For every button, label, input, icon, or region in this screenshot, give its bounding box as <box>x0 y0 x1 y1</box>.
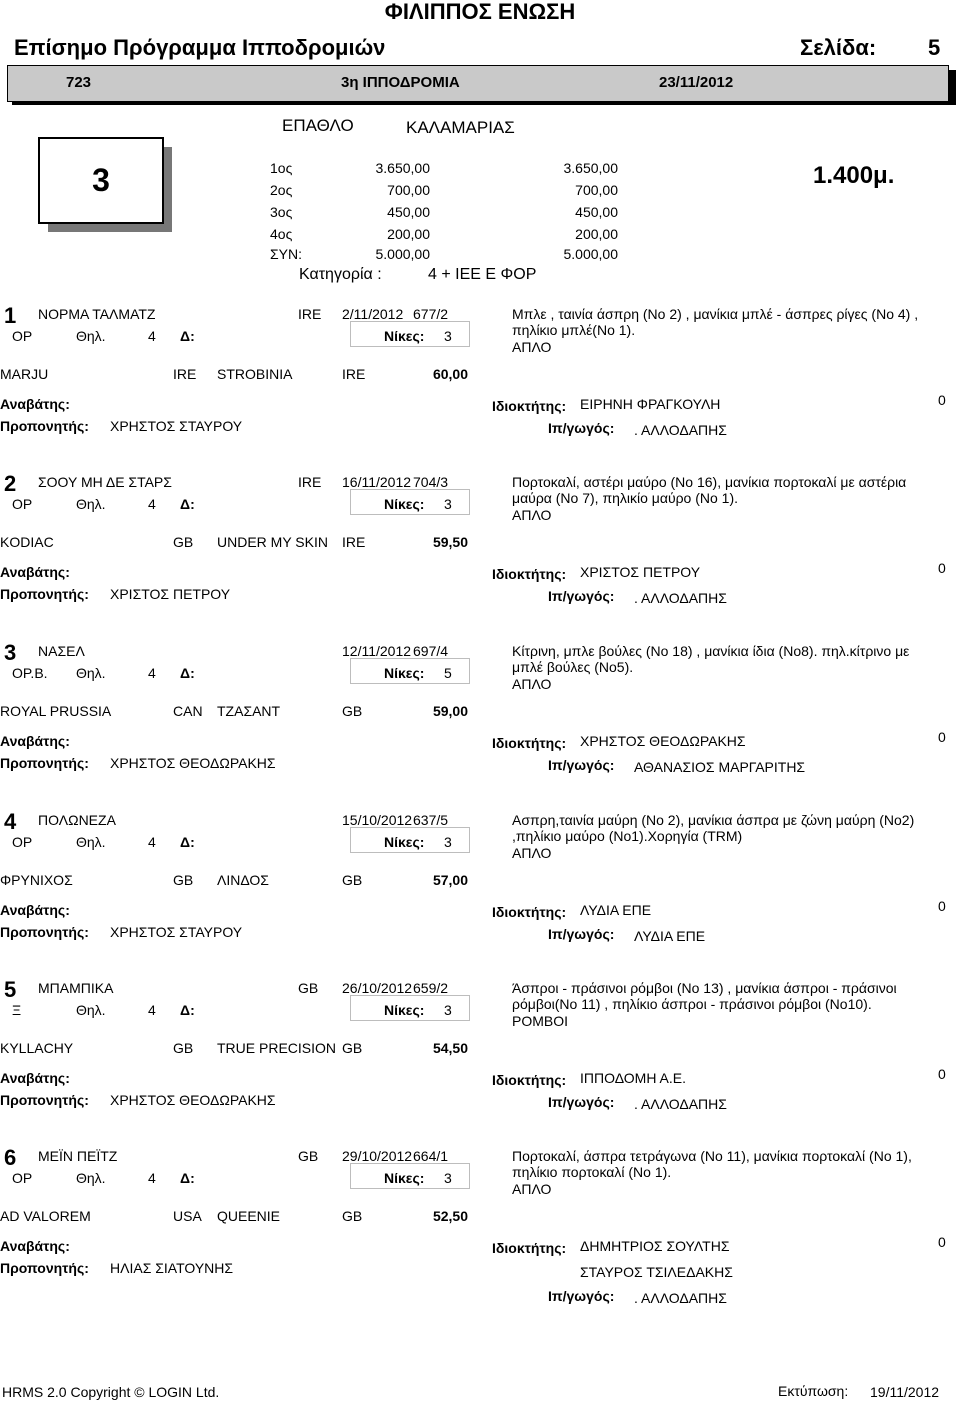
trainer-label: Προπονητής: <box>0 755 89 771</box>
page-label: Σελίδα: <box>800 35 877 60</box>
race-number-box: 3 <box>38 137 164 224</box>
dam-origin: GB <box>342 872 363 888</box>
prize-amount: 200,00 <box>387 226 430 242</box>
horse-name: ΠΟΛΩΝΕΖΑ <box>38 812 116 828</box>
colours-line-2: ρόμβοι(Νο 11) , πηλίκιο άσπροι - πράσινοι ρόμβοι (Νο10). <box>512 996 872 1012</box>
colours-line-1: Μπλε , ταινία άσπρη (Νο 2) , μανίκια μπλέ - άσπρες ρίγες (Νο 4) , <box>512 306 919 322</box>
prize-amount: 3.650,00 <box>375 160 430 176</box>
sire-origin: GB <box>173 872 194 888</box>
trainer-name: ΧΡΗΣΤΟΣ ΣΤΑΥΡΟΥ <box>110 924 243 940</box>
sex-label: Θηλ. <box>76 665 106 681</box>
footer-print-label: Εκτύπωση: <box>778 1383 849 1399</box>
sire-name: MARJU <box>0 366 49 382</box>
wins-label: Νίκες: <box>384 328 425 344</box>
footer-print-date: 19/11/2012 <box>870 1384 940 1400</box>
jockey-label: Αναβάτης: <box>0 733 70 749</box>
owner-label: Ιδιοκτήτης: <box>492 735 567 751</box>
race-label: 3η ΙΠΠΟΔΡΟΜΙΑ <box>341 74 460 91</box>
horse-name: ΣΟΟΥ ΜΗ ΔΕ ΣΤΑΡΣ <box>38 474 172 490</box>
sex-label: Θηλ. <box>76 834 106 850</box>
category-label: Κατηγορία : <box>299 266 382 283</box>
delta-label: Δ: <box>180 1002 195 1018</box>
dam-origin: IRE <box>342 534 366 550</box>
entry-score: 0 <box>938 1234 946 1250</box>
last-race-date: 29/10/2012 <box>342 1148 413 1164</box>
horse-name: ΜΠΑΜΠΙΚΑ <box>38 980 114 996</box>
prize-total: 200,00 <box>575 226 618 242</box>
owner-name: ΔΗΜΗΤΡΙΟΣ ΣΟΥΛΤΗΣ <box>580 1238 730 1254</box>
delta-label: Δ: <box>180 496 195 512</box>
entry-number: 1 <box>4 303 17 328</box>
sex-label: Θηλ. <box>76 1170 106 1186</box>
dam-name: UNDER MY SKIN <box>217 534 328 550</box>
delta-label: Δ: <box>180 328 195 344</box>
sex-label: Θηλ. <box>76 1002 106 1018</box>
last-race-ref: 697/4 <box>413 643 449 659</box>
colours-line-3: ΑΠΛΟ <box>512 507 552 523</box>
page-number: 5 <box>928 35 941 60</box>
race-date: 23/11/2012 <box>659 74 734 91</box>
sire-name: ΦΡΥΝΙΧΟΣ <box>0 872 73 888</box>
horse-origin: GB <box>298 1148 319 1164</box>
sire-origin: USA <box>173 1208 202 1224</box>
breeder-label: Ιπ/γωγός: <box>548 757 615 773</box>
entry-score: 0 <box>938 729 946 745</box>
weight: 57,00 <box>432 872 468 888</box>
race-type: ΕΠΑΘΛΟ <box>282 116 354 135</box>
colours-line-3: ΡΟΜΒΟΙ <box>512 1013 569 1029</box>
horse-origin: IRE <box>298 474 322 490</box>
wins-label: Νίκες: <box>384 1170 425 1186</box>
wins-label: Νίκες: <box>384 834 425 850</box>
horse-age: 4 <box>148 1002 156 1018</box>
last-race-ref: 637/5 <box>413 812 449 828</box>
last-race-ref: 664/1 <box>413 1148 449 1164</box>
colours-line-1: Ασπρη,ταινία μαύρη (Νο 2), μανίκια άσπρα με ζώνη μαύρη (Νο2) <box>512 812 915 828</box>
breeder-name: . ΑΛΛΟΔΑΠΗΣ <box>634 422 727 438</box>
organizer-name: ΦΙΛΙΠΠΟΣ ΕΝΩΣΗ <box>384 0 576 24</box>
colours-line-3: ΑΠΛΟ <box>512 676 552 692</box>
sire-origin: IRE <box>173 366 197 382</box>
horse-code: Ξ <box>12 1002 22 1018</box>
entry-6 <box>0 1142 960 1312</box>
colours-line-3: ΑΠΛΟ <box>512 339 552 355</box>
last-race-date: 16/11/2012 <box>342 474 412 490</box>
horse-age: 4 <box>148 665 156 681</box>
horse-code: ΟΡ.Β. <box>12 665 48 681</box>
entry-number: 2 <box>4 471 17 496</box>
owner-name: ΕΙΡΗΝΗ ΦΡΑΓΚΟΥΛΗ <box>580 396 721 412</box>
trainer-label: Προπονητής: <box>0 586 89 602</box>
colours-line-2: ,πηλίκιο μαύρο (Νο1).Χορηγία (TRM) <box>512 828 743 844</box>
last-race-date: 26/10/2012 <box>342 980 413 996</box>
entry-number: 6 <box>4 1145 17 1170</box>
footer-copyright: HRMS 2.0 Copyright © LOGIN Ltd. <box>2 1384 220 1400</box>
prize-amount: 700,00 <box>387 182 430 198</box>
race-name: ΚΑΛΑΜΑΡΙΑΣ <box>406 118 515 137</box>
prize-place: 2ος <box>270 182 293 198</box>
horse-code: ΟΡ <box>12 496 33 512</box>
document-title: Επίσημο Πρόγραμμα Ιπποδρομιών <box>14 35 386 60</box>
entry-number: 4 <box>4 809 17 834</box>
last-race-date: 12/11/2012 <box>342 643 412 659</box>
sex-label: Θηλ. <box>76 496 106 512</box>
last-race-ref: 677/2 <box>413 306 449 322</box>
wins-value: 3 <box>444 1170 452 1186</box>
entry-score: 0 <box>938 392 946 408</box>
colours-line-2: πηλίκιο πορτοκαλί (Νο 1). <box>512 1164 672 1180</box>
horse-age: 4 <box>148 496 156 512</box>
sire-name: KYLLACHY <box>0 1040 74 1056</box>
colours-line-2: μαύρα (Νο 7), πηλικίο μαύρο (Νο 1). <box>512 490 739 506</box>
colours-line-2: μπλέ βούλες (Νο5). <box>512 659 634 675</box>
owner-label: Ιδιοκτήτης: <box>492 398 567 414</box>
breeder-label: Ιπ/γωγός: <box>548 1288 615 1304</box>
horse-age: 4 <box>148 328 156 344</box>
owner-name: ΧΡΗΣΤΟΣ ΘΕΟΔΩΡΑΚΗΣ <box>580 733 746 749</box>
horse-name: ΝΟΡΜΑ ΤΑΛΜΑΤΖ <box>38 306 156 322</box>
wins-label: Νίκες: <box>384 1002 425 1018</box>
owner-label: Ιδιοκτήτης: <box>492 566 567 582</box>
race-distance: 1.400μ. <box>813 162 895 189</box>
breeder-name: . ΑΛΛΟΔΑΠΗΣ <box>634 1096 727 1112</box>
wins-label: Νίκες: <box>384 496 425 512</box>
jockey-label: Αναβάτης: <box>0 902 70 918</box>
wins-label: Νίκες: <box>384 665 425 681</box>
sire-name: KODIAC <box>0 534 54 550</box>
entry-1 <box>0 300 960 470</box>
colours-line-1: Πορτοκαλί, άσπρα τετράγωνα (Νο 11), μανίκια πορτοκαλί (Νο 1), <box>512 1148 912 1164</box>
horse-code: ΟΡ <box>12 1170 33 1186</box>
dam-name: ΤΖΑΣΑΝΤ <box>217 703 281 719</box>
horse-origin: IRE <box>298 306 322 322</box>
dam-name: ΛΙΝΔΟΣ <box>217 872 269 888</box>
sire-origin: GB <box>173 534 194 550</box>
sex-label: Θηλ. <box>76 328 106 344</box>
horse-name: ΝΑΣΕΛ <box>38 643 85 659</box>
entry-number: 5 <box>4 977 17 1002</box>
trainer-name: ΧΡΗΣΤΟΣ ΘΕΟΔΩΡΑΚΗΣ <box>110 1092 276 1108</box>
prize-total: 3.650,00 <box>563 160 618 176</box>
wins-value: 3 <box>444 834 452 850</box>
dam-origin: GB <box>342 1040 363 1056</box>
weight: 59,00 <box>432 703 468 719</box>
delta-label: Δ: <box>180 834 195 850</box>
breeder-label: Ιπ/γωγός: <box>548 420 615 436</box>
colours-line-2: πηλίκιο μπλέ(Νο 1). <box>512 322 636 338</box>
colours-line-1: Κίτρινη, μπλε βούλες (Νο 18) , μανίκια ίδια (Νο8). πηλ.κίτρινο με <box>512 643 910 659</box>
entry-2 <box>0 468 960 638</box>
weight: 54,50 <box>432 1040 468 1056</box>
colours-line-3: ΑΠΛΟ <box>512 1181 552 1197</box>
prize-total: 5.000,00 <box>563 246 618 262</box>
horse-name: ΜΕΪΝ ΠΕΪΤΖ <box>38 1148 118 1164</box>
horse-origin: GB <box>298 980 319 996</box>
breeder-label: Ιπ/γωγός: <box>548 1094 615 1110</box>
trainer-name: ΧΡΙΣΤΟΣ ΠΕΤΡΟΥ <box>110 586 231 602</box>
wins-value: 3 <box>444 328 452 344</box>
race-info-bar <box>7 65 949 102</box>
sire-origin: GB <box>173 1040 194 1056</box>
prize-amount: 5.000,00 <box>375 246 430 262</box>
wins-value: 3 <box>444 496 452 512</box>
dam-origin: IRE <box>342 366 366 382</box>
horse-age: 4 <box>148 1170 156 1186</box>
horse-code: ΟΡ <box>12 834 33 850</box>
owner-name: ΛΥΔΙΑ ΕΠΕ <box>580 902 652 918</box>
prize-place: 1ος <box>270 160 293 176</box>
colours-line-1: Πορτοκαλί, αστέρι μαύρο (Νο 16), μανίκια πορτοκαλί με αστέρια <box>512 474 907 490</box>
last-race-date: 15/10/2012 <box>342 812 413 828</box>
wins-value: 3 <box>444 1002 452 1018</box>
delta-label: Δ: <box>180 1170 195 1186</box>
dam-origin: GB <box>342 703 363 719</box>
owner-label: Ιδιοκτήτης: <box>492 1072 567 1088</box>
entry-score: 0 <box>938 1066 946 1082</box>
owner-name: ΧΡΙΣΤΟΣ ΠΕΤΡΟΥ <box>580 564 701 580</box>
prize-place: 3ος <box>270 204 293 220</box>
trainer-label: Προπονητής: <box>0 924 89 940</box>
horse-age: 4 <box>148 834 156 850</box>
wins-value: 5 <box>444 665 452 681</box>
last-race-ref: 659/2 <box>413 980 449 996</box>
trainer-label: Προπονητής: <box>0 1092 89 1108</box>
sire-origin: CAN <box>173 703 203 719</box>
jockey-label: Αναβάτης: <box>0 1238 70 1254</box>
breeder-label: Ιπ/γωγός: <box>548 588 615 604</box>
owner-label: Ιδιοκτήτης: <box>492 1240 567 1256</box>
dam-name: TRUE PRECISION <box>217 1040 337 1056</box>
weight: 60,00 <box>432 366 468 382</box>
jockey-label: Αναβάτης: <box>0 564 70 580</box>
prize-total: 700,00 <box>575 182 618 198</box>
prize-place: 4ος <box>270 226 293 242</box>
breeder-name: ΑΘΑΝΑΣΙΟΣ ΜΑΡΓΑΡΙΤΗΣ <box>634 759 806 775</box>
meeting-code: 723 <box>66 74 92 91</box>
jockey-label: Αναβάτης: <box>0 396 70 412</box>
colours-line-3: ΑΠΛΟ <box>512 845 552 861</box>
owner-label: Ιδιοκτήτης: <box>492 904 567 920</box>
category-value: 4 + ΙΕΕ Ε ΦΟΡ <box>428 266 537 283</box>
breeder-name: . ΑΛΛΟΔΑΠΗΣ <box>634 1290 727 1306</box>
sire-name: AD VALOREM <box>0 1208 91 1224</box>
dam-name: QUEENIE <box>217 1208 281 1224</box>
entry-score: 0 <box>938 560 946 576</box>
trainer-label: Προπονητής: <box>0 418 89 434</box>
entry-5 <box>0 974 960 1144</box>
owner-name-2: ΣΤΑΥΡΟΣ ΤΣΙΛΕΔΑΚΗΣ <box>580 1264 733 1280</box>
sire-name: ROYAL PRUSSIA <box>0 703 112 719</box>
dam-origin: GB <box>342 1208 363 1224</box>
breeder-name: ΛΥΔΙΑ ΕΠΕ <box>634 928 706 944</box>
owner-name: ΙΠΠΟΔΟΜΗ Α.Ε. <box>580 1070 686 1086</box>
prize-place: ΣΥΝ: <box>270 246 302 262</box>
trainer-name: ΗΛΙΑΣ ΣΙΑΤΟΥΝΗΣ <box>110 1260 234 1276</box>
colours-line-1: Άσπροι - πράσινοι ρόμβοι (Νο 13) , μανίκια άσπροι - πράσινοι <box>512 980 897 996</box>
last-race-ref: 704/3 <box>413 474 449 490</box>
prize-amount: 450,00 <box>387 204 430 220</box>
entry-3 <box>0 637 960 807</box>
weight: 59,50 <box>432 534 468 550</box>
trainer-name: ΧΡΗΣΤΟΣ ΣΤΑΥΡΟΥ <box>110 418 243 434</box>
horse-code: ΟΡ <box>12 328 33 344</box>
entry-number: 3 <box>4 640 17 665</box>
entry-4 <box>0 806 960 976</box>
last-race-date: 2/11/2012 <box>342 306 404 322</box>
weight: 52,50 <box>432 1208 468 1224</box>
trainer-name: ΧΡΗΣΤΟΣ ΘΕΟΔΩΡΑΚΗΣ <box>110 755 276 771</box>
entry-score: 0 <box>938 898 946 914</box>
breeder-name: . ΑΛΛΟΔΑΠΗΣ <box>634 590 727 606</box>
trainer-label: Προπονητής: <box>0 1260 89 1276</box>
breeder-label: Ιπ/γωγός: <box>548 926 615 942</box>
dam-name: STROBINIA <box>217 366 293 382</box>
delta-label: Δ: <box>180 665 195 681</box>
jockey-label: Αναβάτης: <box>0 1070 70 1086</box>
prize-total: 450,00 <box>575 204 618 220</box>
